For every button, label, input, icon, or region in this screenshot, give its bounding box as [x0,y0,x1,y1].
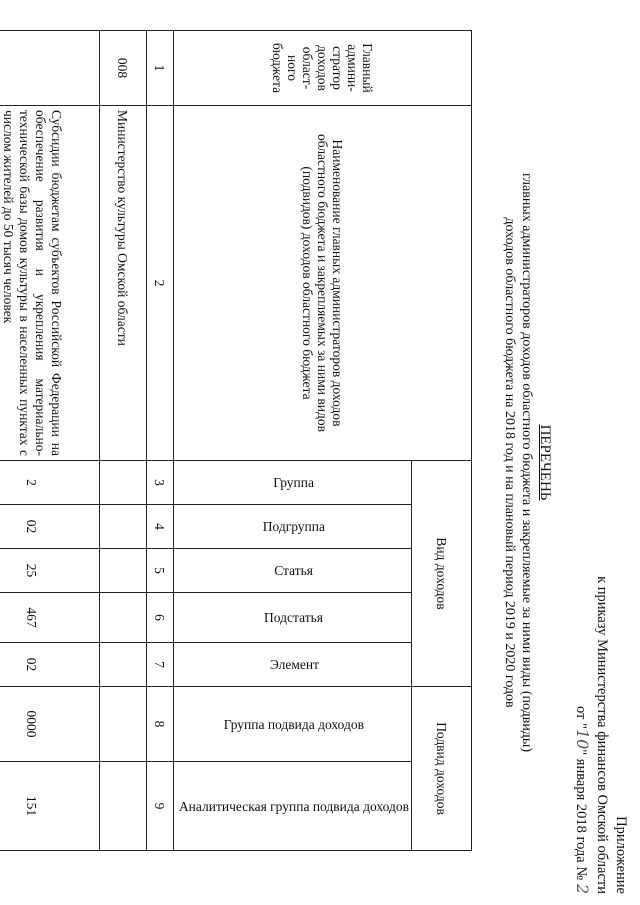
column-number: 7 [146,643,173,687]
column-number: 6 [146,593,173,643]
header-admin: Главный админи-стратор доходов област-ного бюджета [173,31,471,106]
appendix-date-day: 10 [573,728,592,750]
appendix-order-reference: к приказу Министерства финансов Омской области [594,576,610,894]
column-number: 2 [146,106,173,461]
column-number: 4 [146,505,173,549]
document-subtitle-line2: доходов областного бюджета на 2018 год и на плановый период 2019 и 2020 годов [502,217,517,708]
table-row [99,31,146,851]
header-podvid: Группа подвида доходов [223,716,365,732]
cell-podvid [99,687,146,762]
cell-analytic: 151 [0,762,99,851]
column-number: 3 [146,461,173,505]
header-podvid-cell [173,687,411,762]
cell-subgroup [99,505,146,549]
column-number: 8 [146,687,173,762]
cell-podvid: 0000 [0,687,99,762]
header-element: Элемент [269,657,319,673]
column-number: 1 [146,31,173,106]
header-name: Наименование главных администраторов доходов областного бюджета и закрепляемых за ними видов (подвидов) доходов областного бюджета [173,106,471,461]
cell-subarticle [99,593,146,643]
header-subarticle: Подстатья [264,610,324,625]
cell-element [99,643,146,687]
header-article: Статья [274,563,314,578]
cell-group [99,461,146,505]
appendix-date-line [571,576,592,894]
header-article-cell [173,549,411,593]
appendix-date-prefix: от " [573,705,589,729]
cell-article [99,549,146,593]
cell-admin-code: 008 [99,31,146,106]
appendix-date-suffix: " января 2018 года № [573,749,589,881]
cell-group: 2 [0,461,99,505]
document-title: ПЕРЕЧЕНЬ [537,424,553,501]
header-subgroup-cell [173,505,411,549]
document-subtitle-line1: главных администраторов доходов областного бюджета и закрепляемые за ними виды (подвиды) [519,172,534,753]
header-group: Группа [273,475,315,490]
header-subarticle-cell [173,593,411,643]
appendix-label: Приложение [613,816,629,894]
column-number: 5 [146,549,173,593]
revenue-table [0,30,472,851]
header-subgroup: Подгруппа [262,519,326,534]
header-vid-group: Вид доходов [412,461,472,687]
column-number-row [146,31,173,851]
cell-subgroup: 02 [0,505,99,549]
appendix-header [571,576,630,894]
header-analytic-cell [173,762,411,851]
cell-analytic [99,762,146,851]
header-podvid-group: Подвид доходов [412,687,472,851]
cell-name: Субсидии бюджетам субъектов Российской Федерации на обеспечение развития и укрепления материально-технической базы домов культуры в населенных пунктах с числом жителей до 50 тысяч человек [0,106,99,461]
cell-subarticle: 467 [0,593,99,643]
appendix-order-number: 2 [573,883,592,894]
column-number: 9 [146,762,173,851]
document-heading [501,40,553,885]
header-group-cell [173,461,411,505]
cell-element: 02 [0,643,99,687]
table-row [0,31,99,851]
table-header-row-main [412,31,472,851]
cell-admin-code [0,31,99,106]
cell-article: 25 [0,549,99,593]
cell-name: Министерство культуры Омской области [99,106,146,461]
revenue-table-wrapper [0,30,472,850]
header-element-cell [173,643,411,687]
header-analytic: Аналитическая группа подвида доходов [178,798,409,814]
